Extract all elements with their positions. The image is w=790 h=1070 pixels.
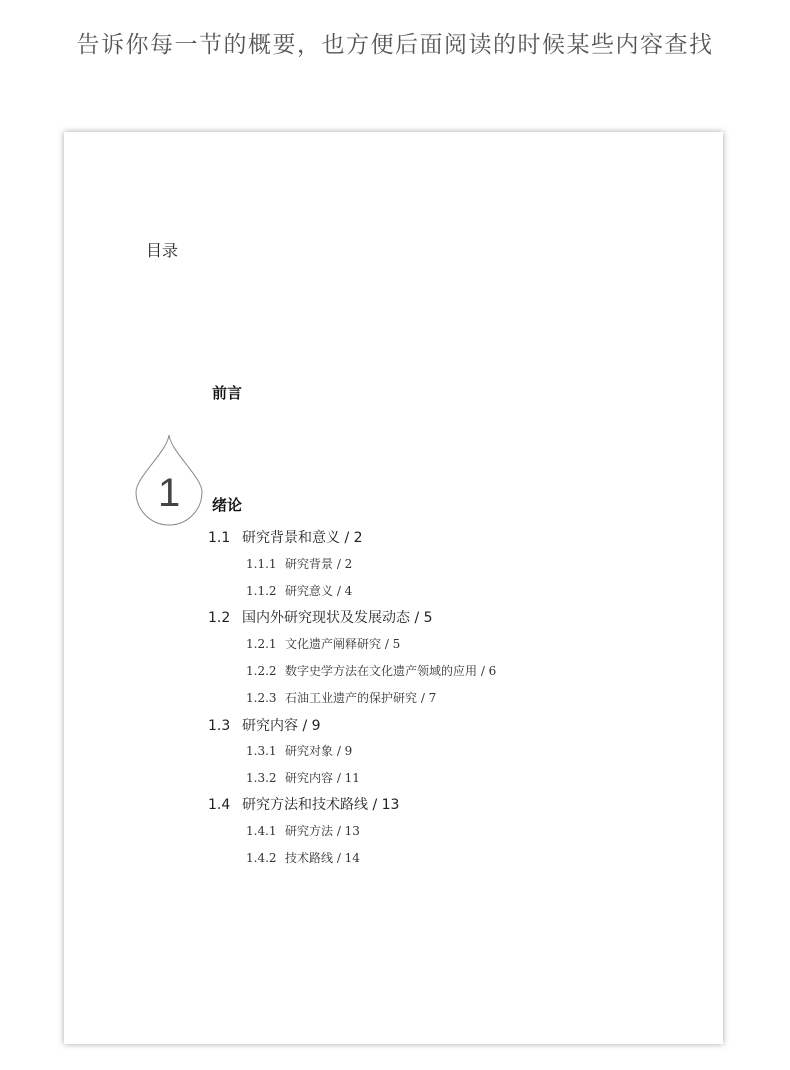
subsection-number: 1.2.1 xyxy=(246,637,277,651)
subsection-number: 1.3.1 xyxy=(246,744,277,758)
section-number: 1.3 xyxy=(208,718,231,734)
section-title: 研究方法和技术路线 / 13 xyxy=(242,797,400,813)
subsection-number: 1.4.1 xyxy=(246,824,277,838)
subsection-title: 研究对象 / 9 xyxy=(285,744,353,758)
subsection-number: 1.1.2 xyxy=(246,584,277,598)
subsection-number: 1.3.2 xyxy=(246,771,277,785)
toc-subsection[interactable] xyxy=(246,555,352,572)
subsection-title: 石油工业遗产的保护研究 / 7 xyxy=(285,691,437,705)
document-page xyxy=(64,132,723,1044)
subsection-title: 研究方法 / 13 xyxy=(285,824,360,838)
toc-subsection[interactable] xyxy=(246,582,352,599)
section-number: 1.1 xyxy=(208,530,231,546)
subsection-title: 数字史学方法在文化遗产领域的应用 / 6 xyxy=(285,664,497,678)
chapter-title[interactable]: 绪论 xyxy=(212,496,243,514)
chapter-number: 1 xyxy=(158,471,181,515)
toc-section[interactable] xyxy=(208,527,363,547)
subsection-title: 文化遗产阐释研究 / 5 xyxy=(285,637,401,651)
toc-subsection[interactable] xyxy=(246,689,436,706)
subsection-title: 技术路线 / 14 xyxy=(285,851,360,865)
toc-subsection[interactable] xyxy=(246,635,400,652)
toc-subsection[interactable] xyxy=(246,769,360,786)
toc-subsection[interactable] xyxy=(246,822,360,839)
toc-subsection[interactable] xyxy=(246,662,496,679)
section-title: 研究背景和意义 / 2 xyxy=(242,530,363,546)
subsection-number: 1.4.2 xyxy=(246,851,277,865)
subsection-title: 研究背景 / 2 xyxy=(285,557,353,571)
subsection-number: 1.1.1 xyxy=(246,557,277,571)
subsection-number: 1.2.2 xyxy=(246,664,277,678)
toc-section[interactable] xyxy=(208,715,321,735)
toc-subsection[interactable] xyxy=(246,742,352,759)
section-title: 研究内容 / 9 xyxy=(242,718,321,734)
section-number: 1.2 xyxy=(208,610,231,626)
section-title: 国内外研究现状及发展动态 / 5 xyxy=(242,610,433,626)
toc-section[interactable] xyxy=(208,794,399,814)
toc-section[interactable] xyxy=(208,607,433,627)
toc-title: 目录 xyxy=(146,241,179,260)
caption-text: 告诉你每一节的概要，也方便后面阅读的时候某些内容查找 xyxy=(76,32,714,58)
subsection-title: 研究内容 / 11 xyxy=(285,771,360,785)
toc-entry-preface[interactable]: 前言 xyxy=(212,384,243,402)
section-number: 1.4 xyxy=(208,797,231,813)
toc-subsection[interactable] xyxy=(246,849,360,866)
subsection-number: 1.2.3 xyxy=(246,691,277,705)
subsection-title: 研究意义 / 4 xyxy=(285,584,353,598)
